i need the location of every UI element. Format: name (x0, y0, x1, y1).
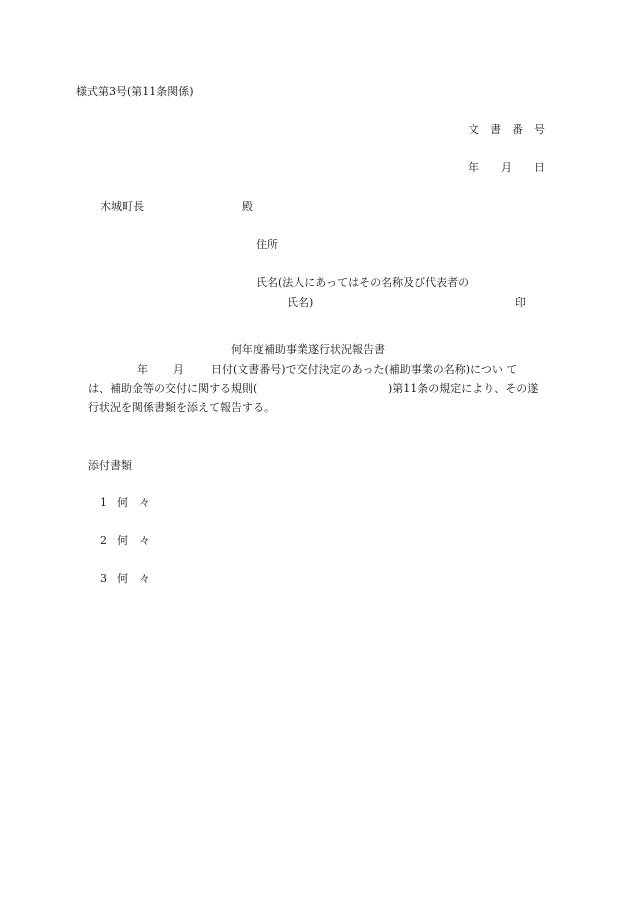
attachment-item (100, 497, 150, 508)
name-label-line2: 氏名) (287, 296, 314, 309)
attachments-heading: 添付書類 (88, 459, 132, 472)
body-line2-part2: )第11条の規定により、その遂 (388, 382, 539, 395)
body-line2-part1: は、補助金等の交付に関する規則( (88, 382, 258, 395)
attachment-number: 3 (100, 572, 107, 585)
attachment-text: 何 々 (117, 572, 150, 585)
body-line1-text: 日付(文書番号)で交付決定のあった(補助事業の名称)につい て (211, 363, 518, 376)
attachment-text: 何 々 (117, 534, 150, 547)
attachment-item (100, 535, 150, 546)
attachment-item (100, 573, 150, 584)
body-line3: 行状況を関係書類を添えて報告する。 (88, 401, 275, 414)
attachment-number: 2 (100, 534, 107, 547)
attachment-text: 何 々 (117, 496, 150, 509)
seal-label: 印 (515, 296, 526, 309)
body-year: 年 (137, 363, 148, 376)
recipient-honorific: 殿 (242, 200, 253, 213)
address-label: 住所 (256, 238, 278, 251)
form-number: 様式第3号(第11条関係) (76, 85, 194, 98)
recipient-name: 木城町長 (100, 200, 144, 213)
document-number-label: 文 書 番 号 (468, 123, 545, 136)
date-label: 年 月 日 (468, 161, 545, 174)
name-label-line1: 氏名(法人にあってはその名称及び代表者の (256, 276, 470, 289)
attachment-number: 1 (100, 496, 107, 509)
body-month: 月 (173, 363, 184, 376)
report-title: 何年度補助事業遂行状況報告書 (231, 343, 385, 356)
